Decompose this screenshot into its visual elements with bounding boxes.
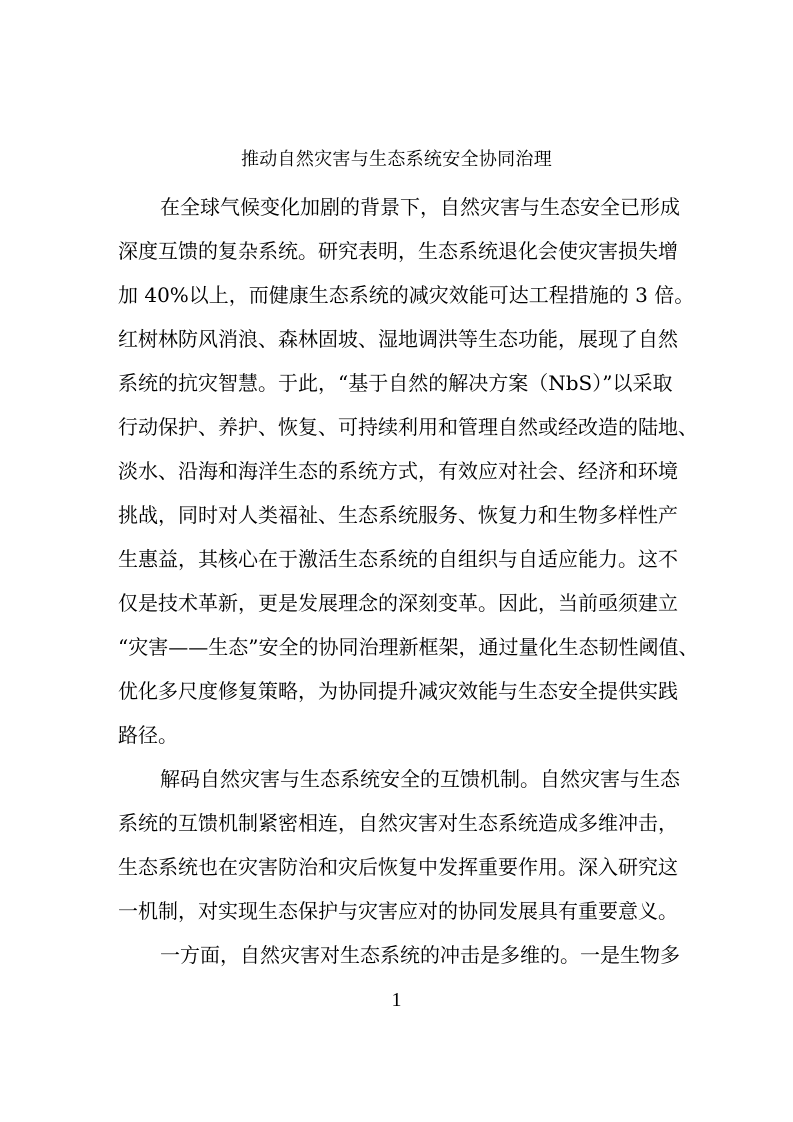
page-number: 1 bbox=[391, 989, 402, 1011]
paragraph-line: 生惠益，其核心在于激活生态系统的自组织与自适应能力。这不 bbox=[118, 547, 678, 571]
paragraph-line: 一方面，自然灾害对生态系统的冲击是多维的。一是生物多 bbox=[160, 943, 680, 967]
paragraph-line: 挑战，同时对人类福祉、生态系统服务、恢复力和生物多样性产 bbox=[118, 503, 678, 527]
paragraph-line: 优化多尺度修复策略，为协同提升减灾效能与生态安全提供实践 bbox=[118, 679, 678, 703]
paragraph-line: 解码自然灾害与生态系统安全的互馈机制。自然灾害与生态 bbox=[160, 767, 680, 791]
paragraph-line: 深度互馈的复杂系统。研究表明，生态系统退化会使灾害损失增 bbox=[118, 239, 678, 263]
paragraph-line: 系统的互馈机制紧密相连，自然灾害对生态系统造成多维冲击， bbox=[118, 811, 678, 835]
document-title: 推动自然灾害与生态系统安全协同治理 bbox=[240, 149, 553, 170]
paragraph-line: 行动保护、养护、恢复、可持续利用和管理自然或经改造的陆地、 bbox=[118, 415, 698, 439]
paragraph-line: 红树林防风消浪、森林固坡、湿地调洪等生态功能，展现了自然 bbox=[118, 327, 678, 351]
paragraph-line: 淡水、沿海和海洋生态的系统方式，有效应对社会、经济和环境 bbox=[118, 459, 678, 483]
paragraph-line: 路径。 bbox=[118, 723, 178, 747]
paragraph-line: 在全球气候变化加剧的背景下，自然灾害与生态安全已形成 bbox=[160, 195, 680, 219]
paragraph-line: 加 40%以上，而健康生态系统的减灾效能可达工程措施的 3 倍。 bbox=[118, 283, 695, 307]
paragraph-line: 一机制，对实现生态保护与灾害应对的协同发展具有重要意义。 bbox=[118, 899, 678, 923]
paragraph-line: 系统的抗灾智慧。于此，“基于自然的解决方案（NbS）”以采取 bbox=[118, 371, 673, 395]
paragraph-line: “灾害——生态”安全的协同治理新框架，通过量化生态韧性阈值、 bbox=[118, 635, 699, 659]
paragraph-line: 仅是技术革新，更是发展理念的深刻变革。因此，当前亟须建立 bbox=[118, 591, 678, 615]
paragraph-line: 生态系统也在灾害防治和灾后恢复中发挥重要作用。深入研究这 bbox=[118, 855, 678, 879]
